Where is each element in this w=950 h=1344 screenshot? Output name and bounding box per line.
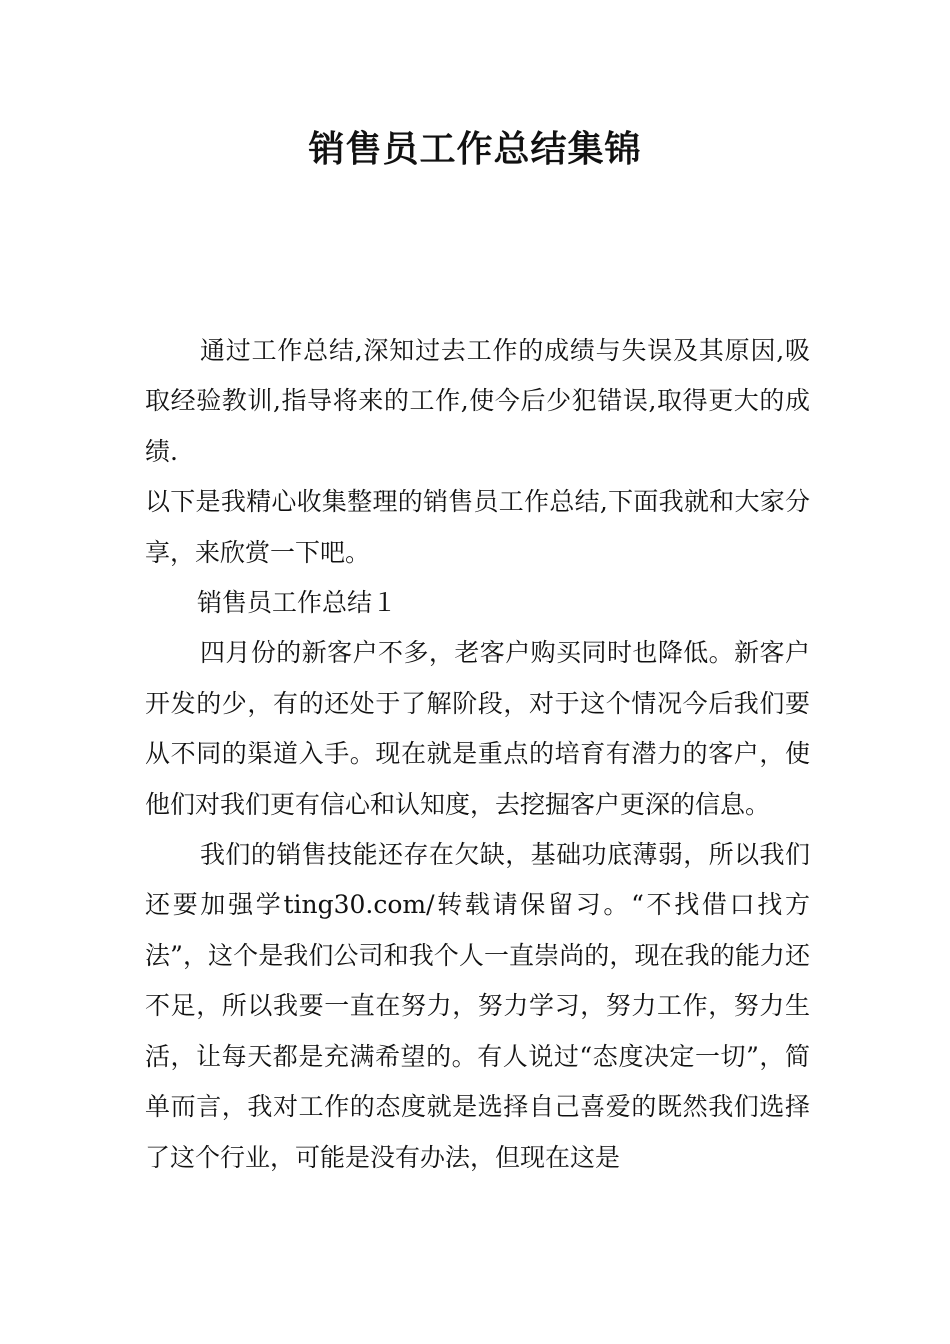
- share-paragraph: 以下是我精心收集整理的销售员工作总结,下面我就和大家分享，来欣赏一下吧。: [145, 487, 810, 567]
- document-title: 销售员工作总结集锦: [308, 129, 642, 170]
- body-paragraph: 四月份的新客户不多，老客户购买同时也降低。新客户开发的少，有的还处于了解阶段，对于这个情况今后我们要从不同的渠道入手。现在就是重点的培育有潜力的客户，使他们对我们更有信心和认知度，去挖掘客户更深的信息。: [145, 638, 810, 819]
- intro-paragraph: 通过工作总结,深知过去工作的成绩与失误及其原因,吸取经验教训,指导将来的工作,使今后少犯错误,取得更大的成绩.: [145, 336, 810, 466]
- section-heading: 销售员工作总结１: [197, 588, 398, 618]
- body-paragraph: 我们的销售技能还存在欠缺，基础功底薄弱，所以我们还要加强学ting30.com/转载请保留习。“不找借口找方法”，这个是我们公司和我个人一直崇尚的，现在我的能力还不足，所以我要一直在努力，努力学习，努力工作，努力生活，让每天都是充满希望的。有人说过“态度决定一切”，简单而言，我对工作的态度就是选择自己喜爱的既然我们选择了这个行业，可能是没有办法，但现在这是: [145, 840, 810, 1172]
- document-body: [145, 326, 810, 1183]
